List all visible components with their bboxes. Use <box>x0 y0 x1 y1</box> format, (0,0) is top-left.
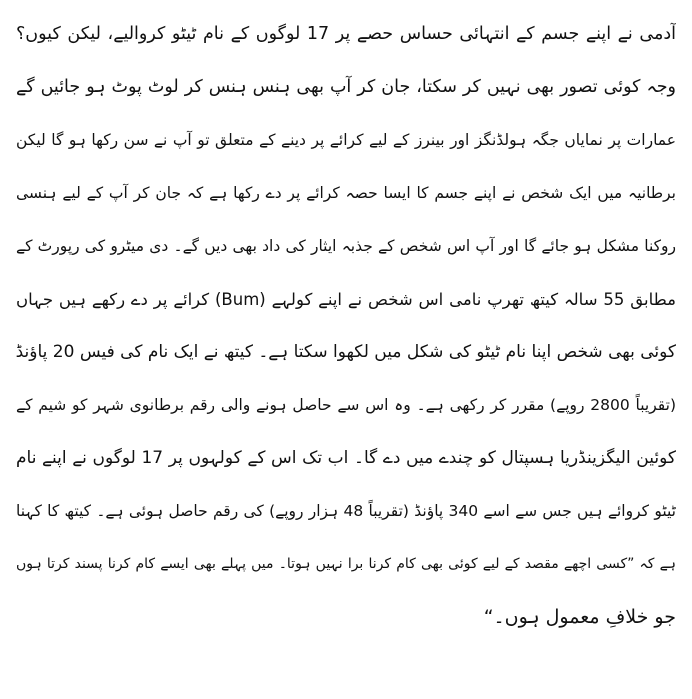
article-line-12: جو خلافِ معمول ہوں۔“ <box>483 606 676 628</box>
article-line-10: ٹیٹو کروائے ہیں جس سے اسے 340 پاؤنڈ (تقریباً 48 ہزار روپے) کی رقم حاصل ہوئی ہے۔ کیتھ کا کہنا <box>16 502 676 520</box>
urdu-article <box>16 8 676 644</box>
article-line-11: ہے کہ ”کسی اچھے مقصد کے لیے کوئی بھی کام کرنا برا نہیں ہوتا۔ میں پہلے بھی ایسے کام کرنا پسند کرتا ہوں <box>16 556 676 572</box>
article-line-9: کوئین الیگزینڈریا ہسپتال کو چندے میں دے گا۔ اب تک اس کے کولہوں پر 17 لوگوں نے اپنے نام <box>16 448 676 468</box>
article-line-7: کوئی بھی شخص اپنا نام ٹیٹو کی شکل میں لکھوا سکتا ہے۔ کیتھ نے ایک نام کی فیس 20 پاؤنڈ <box>16 342 676 362</box>
article-line-1: آدمی نے اپنے جسم کے انتہائی حساس حصے پر 17 لوگوں کے نام ٹیٹو کروالیے، لیکن کیوں؟ <box>16 24 676 44</box>
article-line-4: برطانیہ میں ایک شخص نے اپنے جسم کا ایسا حصہ کرائے پر دے رکھا ہے کہ جان کر آپ کے لیے ہنسی <box>16 184 676 202</box>
article-line-3: عمارات پر نمایاں جگہ ہولڈنگز اور بینرز کے لیے کرائے پر دینے کے متعلق تو آپ نے سن رکھا ہو گا لیکن <box>16 131 676 149</box>
article-line-2: وجہ کوئی تصور بھی نہیں کر سکتا، جان کر آپ بھی ہنس ہنس کر لوٹ پوٹ ہو جائیں گے <box>16 77 676 97</box>
article-line-6: مطابق 55 سالہ کیتھ تھرپ نامی اس شخص نے اپنے کولہے (Bum) کرائے پر دے رکھے ہیں جہاں <box>16 290 676 309</box>
article-line-8: (تقریباً 2800 روپے) مقرر کر رکھی ہے۔ وہ اس سے حاصل ہونے والی رقم برطانوی شہر کو شیم کے <box>16 396 676 414</box>
article-line-5: روکنا مشکل ہو جائے گا اور آپ اس شخص کے جذبہ ایثار کی داد بھی دیں گے۔ دی میٹرو کی رپورٹ کے <box>16 237 676 255</box>
